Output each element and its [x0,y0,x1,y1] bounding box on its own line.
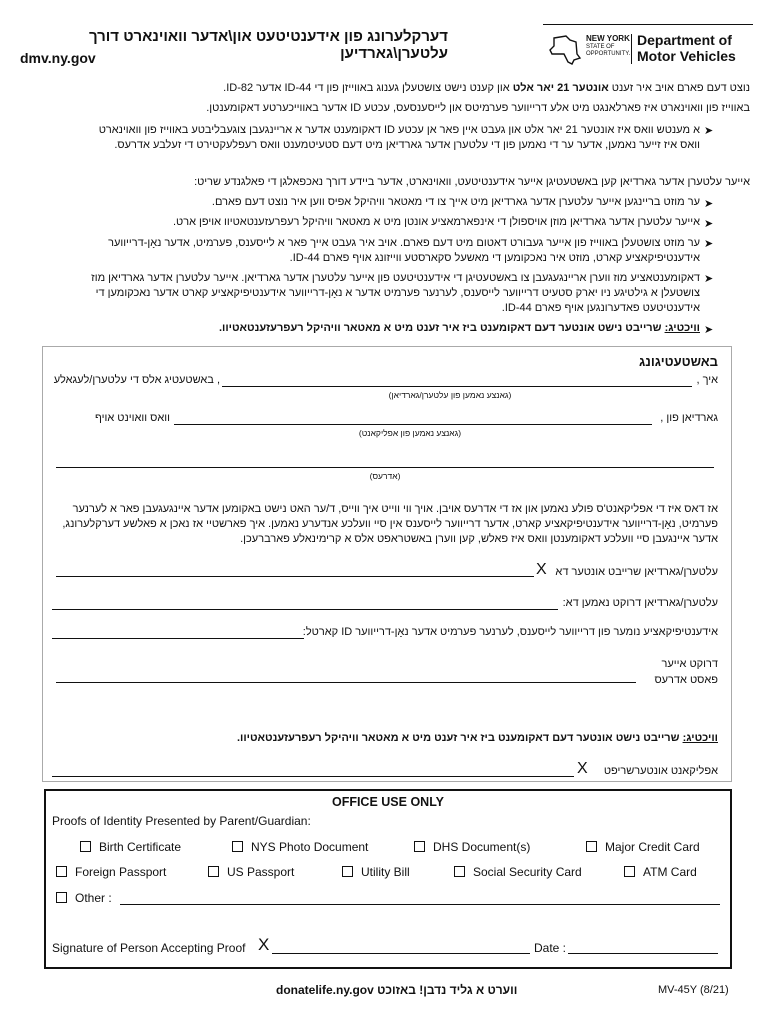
parent-name-input[interactable] [222,386,692,387]
checkbox-icon [414,841,425,852]
checkbox-other[interactable] [56,891,112,905]
intro-1c: און קענט נישט צושטעלן גענוג באווייזן פון די ID-44 אדער ID-82. [223,82,513,94]
parent-signature-input[interactable] [56,576,534,577]
form-number: MV-45Y (8/21) [658,984,729,996]
checkbox-foreign-passport[interactable] [56,865,166,879]
affirm-line2-end: וואס וואוינט אויף [94,412,170,424]
checkbox-major-credit-card[interactable] [586,840,700,854]
logo-divider [631,34,632,64]
date-input[interactable] [568,953,718,954]
affirm-heading: באשטעטיגונג [639,354,718,369]
label-nys-photo: NYS Photo Document [251,840,369,854]
dept-name [637,32,736,64]
date-label: Date : [534,941,567,955]
bullet-arrow-icon: ➤ [704,198,714,210]
ny-state-map-icon [546,32,582,68]
warning-top [80,322,700,334]
checkbox-utility-bill[interactable] [342,865,410,879]
checkbox-social-security[interactable] [454,865,582,879]
bullet-2: אייער עלטערן אדער גארדיאן קען באשטעטיגן אייער אידענטיטעט, וואוינארט, אדער ביידע דורך נאכפאלגן די פאלגנדע שריט: [194,176,750,188]
intro-line-1 [20,82,750,94]
address-input[interactable] [56,467,714,468]
bullet-arrow-icon: ➤ [704,324,714,336]
label-us-passport: US Passport [227,865,295,879]
bullet-4: אייער עלטערן אדער גארדיאן מוזן אויספולן די אינפארמאציע אונטן מיט א מאטאר וויהיקל רעפרעזענטאטיוו אויפן ארט. [172,216,700,228]
footer-donate [276,983,517,997]
checkbox-icon [80,841,91,852]
affirm-line1-start: איך , [696,374,718,386]
label-birth-certificate: Birth Certificate [99,840,182,854]
logo-new-york: NEW YORK [586,34,630,43]
bullet-arrow-icon: ➤ [704,218,714,230]
id-number-input[interactable] [52,638,304,639]
office-subtitle: Proofs of Identity Presented by Parent/Guardian: [52,814,311,828]
parent-sig-x: X [536,561,547,578]
bullet-arrow-icon: ➤ [704,125,714,137]
checkbox-icon [342,866,353,877]
label-atm-card: ATM Card [643,865,697,879]
affirm-line1-end: , באשטעטיג אלס די עלטערן/לעגאלע [53,374,220,386]
checkbox-us-passport[interactable] [208,865,294,879]
caption-address: (אדרעס) [369,471,401,481]
id-number-label: אידענטיפיקאציע נומער פון דרייווער לייסענס, לערנער פערמיט אדער נאָן-דרייווער ID קארטל: [302,626,718,638]
caption-parent-name: (גאנצע נאמען פון עלטערן/גארדיאן) [388,390,512,400]
donate-text: ווערט א גליד נדבן! באזוכט [377,983,518,997]
intro-1a: נוצט דעם פארם אויב איר זענט [608,82,750,94]
bullet-1: א מענטש וואס איז אונטער 21 יאר אלט און געבט איין פאר אן עכטע ID דאקומענט אדער א אריינגעבן צוגעבליבטע באווייז פון וואוינארט וואס איז זייער נאמען, אדער ער די נאמען פון די עלטערן אדער גארדיאן מיט דעם סטעיטמענט וואס רעפלעקטירט די זעלבע אדרעס. [98,124,700,151]
applicant-signature-input[interactable] [52,776,574,777]
warning-label-2: וויכטיג: [682,732,718,744]
checkbox-birth-certificate[interactable] [80,840,181,854]
checkbox-icon [454,866,465,877]
bullet-arrow-icon: ➤ [704,238,714,250]
checkbox-icon [56,866,67,877]
warning-text-2: שרייבט נישט אונטער דעם דאקומענט ביז איר זענט מיט א מאטאר וויהיקל רעפרעזענטאטיוו. [236,732,683,744]
donate-url[interactable]: donatelife.ny.gov [276,983,374,997]
checkbox-dhs-document[interactable] [414,840,530,854]
mailing-address-input[interactable] [56,682,636,683]
bullet-6: דאקומענטאציע מוז ווערן אריינגעגעבן צו באשטעטיגן די אידענטיטעט פון אייער עלטערן אדער גארדיאן. אייער עלטערן אדער גארדיאן מוז צושטעלן א גילטיגע ניו יארק סטעיט דרייווער לייסענס, לערנער פערמיט אדער א נאָן-דרייווער אידענטיפיקאציע קארט אדער נאכקומען די אידענטיטעט פאדערונגען אויף פארם ID-44. [91,272,700,314]
caption-applicant-name: (גאנצע נאמען פון אפליקאנט) [358,428,462,438]
label-social-security: Social Security Card [473,865,582,879]
parent-print-label: עלטערן/גארדיאן דרוקט נאמען דא: [562,597,718,609]
mailing-label-2: פאסט אדרעס [654,674,718,686]
checkbox-icon [624,866,635,877]
office-title: OFFICE USE ONLY [331,795,445,809]
website-url: dmv.ny.gov [20,50,96,66]
dept-line-2: Motor Vehicles [637,48,736,64]
intro-1b: אונטער 21 יאר אלט [512,82,609,94]
bullet-5: ער מוזט צושטעלן באווייז פון אייער געבורט דאטום מיט דעם פארם. אויב איר געבט אייך פאר א לייסענס, פערמיט, אדער נאָן-דרייווער אידענטיפיקאציע קארט, מוזט איר נאכקומען די מאשעל סקארסטע ווייזונג אויף פארם ID-44. [108,237,700,264]
label-major-credit-card: Major Credit Card [605,840,700,854]
affirm-paragraph: אז דאס איז די אפליקאנט'ס פולע נאמען און אז די אדרעס אויבן. אויך ווי ווייט איך ווייס, ד/ער האט נישט באקומען אדער איינגעגעבן פאר א לערנער פערמיט, נאָן-דרייווער אידענטיפיקאציע קארט, אדער דרייווער לייסענס אין סיי וועלכע אנדערע נאמען. איך פארשטיי אז נאכן א פאלשע דערקלערונג, אדער איינגעבן סיי וועלכע דאקומענטן וואס איז פאלש, קען ווערן באשטראפט אלס א קרימינאלע פארברעכן. [62,503,718,545]
accepting-sig-label: Signature of Person Accepting Proof [52,941,246,955]
logo-opportunity: OPPORTUNITY. [586,51,631,57]
applicant-sig-x: X [577,760,588,777]
label-utility-bill: Utility Bill [361,865,410,879]
other-input[interactable] [120,904,720,905]
label-dhs-document: DHS Document(s) [433,840,531,854]
checkbox-icon [586,841,597,852]
intro-line-2: באווייז פון וואוינארט איז פארלאנגט מיט אלע דרייווער פערמיטס און לייסענסעס, עכטע ID אדער באווייכערטע דאקומענטן. [206,102,750,114]
page-title: דערקלערונג פון אידענטיטעט און\אדער וואוינארט דורך עלטערן\גארדיען [88,28,448,62]
checkbox-nys-photo[interactable] [232,840,368,854]
warning-text: שרייבט נישט אונטער דעם דאקומענט ביז איר זענט מיט א מאטאר וויהיקל רעפרעזענטאטיוו. [218,322,665,334]
nys-logo [546,30,636,70]
checkbox-icon [56,892,67,903]
checkbox-atm-card[interactable] [624,865,697,879]
affirm-line2-start: גארדיאן פון , [660,412,718,424]
mailing-address-label [654,656,718,688]
label-other: Other : [75,891,112,905]
bullet-3: ער מוזט בריינגען אייער עלטערן אדער גארדיאן מיט אייך צו די מאטאר וויהיקל אפיס ווען איר נוצט דעם פארם. [211,196,700,208]
accepting-sig-x: X [258,935,270,954]
logo-state-of: STATE OF [586,44,615,50]
dept-line-1: Department of [637,32,732,48]
parent-print-name-input[interactable] [52,609,558,610]
applicant-name-input[interactable] [174,424,652,425]
label-foreign-passport: Foreign Passport [75,865,167,879]
mailing-label-1: דרוקט אייער [661,658,718,670]
applicant-sig-label: אפליקאנט אונטערשריפט [603,765,718,777]
checkbox-icon [232,841,243,852]
bullet-arrow-icon: ➤ [704,273,714,285]
header-divider [543,24,753,25]
warning-bottom [52,732,718,744]
parent-sig-label: עלטערן/גארדיאן שרייבט אונטער דא [555,566,718,578]
checkbox-icon [208,866,219,877]
warning-label: וויכטיג: [664,322,700,334]
accepting-signature-input[interactable] [272,953,530,954]
